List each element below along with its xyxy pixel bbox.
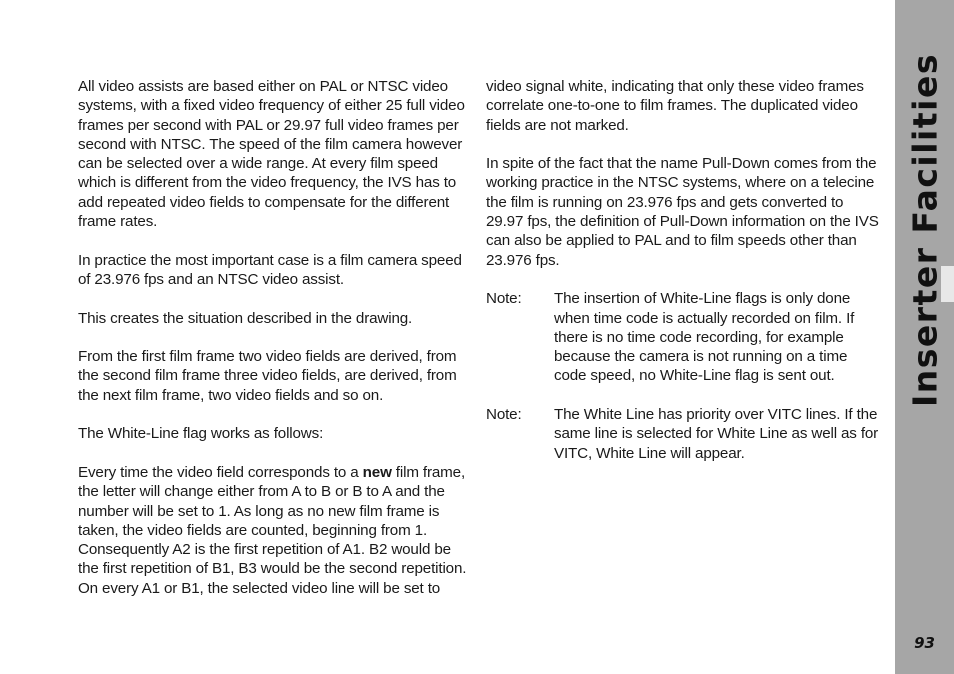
right-column xyxy=(486,77,881,482)
note-vitc-priority xyxy=(486,405,881,463)
note-label: Note: xyxy=(486,290,522,308)
section-title: Inserter Facilities xyxy=(905,53,945,407)
emphasis-new: new xyxy=(362,463,392,481)
page-number: 93 xyxy=(914,634,935,652)
note-label: Note: xyxy=(486,406,522,424)
left-column xyxy=(78,77,473,617)
note-text: The insertion of White-Line flags is only done when time code is actually recorded on film. If there is no time code recording, for example because the camera is not running on a time code speed, no White-Line flag is sent out. xyxy=(554,290,855,385)
text-segment: film frame, the letter will change either from A to B or B to A and the number will be set to 1. As long as no new film frame is taken, the video fields are counted, beginning from 1. Consequently A2 is the first repetition of A1. B2 would be the first repetition of B1, B3 would be the second repetition. On every A1 or B1, the selected video line will be set to xyxy=(78,463,467,597)
note-text: The White Line has priority over VITC lines. If the same line is selected for White Line as well as for VITC, White Line will appear. xyxy=(554,406,879,462)
paragraph-signal-white: video signal white, indicating that only these video frames correlate one-to-one to film frames. The duplicated video fields are not marked. xyxy=(486,78,864,134)
text-segment: Every time the video field corresponds to a xyxy=(78,463,363,481)
paragraph-pull-down: In spite of the fact that the name Pull-Down comes from the working practice in the NTSC systems, where on a telecine the film is running on 23.976 fps and gets converted to 29.97 fps, the definition of Pull-Down information on the IVS can also be applied to PAL and to film speeds other than 23.976 fps. xyxy=(486,155,879,269)
paragraph-field-derivation: From the first film frame two video fields are derived, from the second film frame three video fields, are derived, from the next film frame, two video fields and so on. xyxy=(78,348,457,404)
paragraph-drawing-reference: This creates the situation described in the drawing. xyxy=(78,309,413,327)
paragraph-practice-case: In practice the most important case is a film camera speed of 23.976 fps and an NTSC video assist. xyxy=(78,251,462,288)
paragraph-white-line-intro: The White-Line flag works as follows: xyxy=(78,425,324,443)
paragraph-white-line-rules xyxy=(78,463,473,598)
paragraph-video-assist-systems: All video assists are based either on PAL or NTSC video systems, with a fixed video frequency of either 25 full video frames per second with PAL or 29.97 full video frames per second with NTSC. The speed of the film camera however can be selected over a wide range. At every film speed which is different from the video frequency, the IVS has to add repeated video fields to compensate for the different frame rates. xyxy=(78,78,465,231)
note-time-code xyxy=(486,289,881,385)
